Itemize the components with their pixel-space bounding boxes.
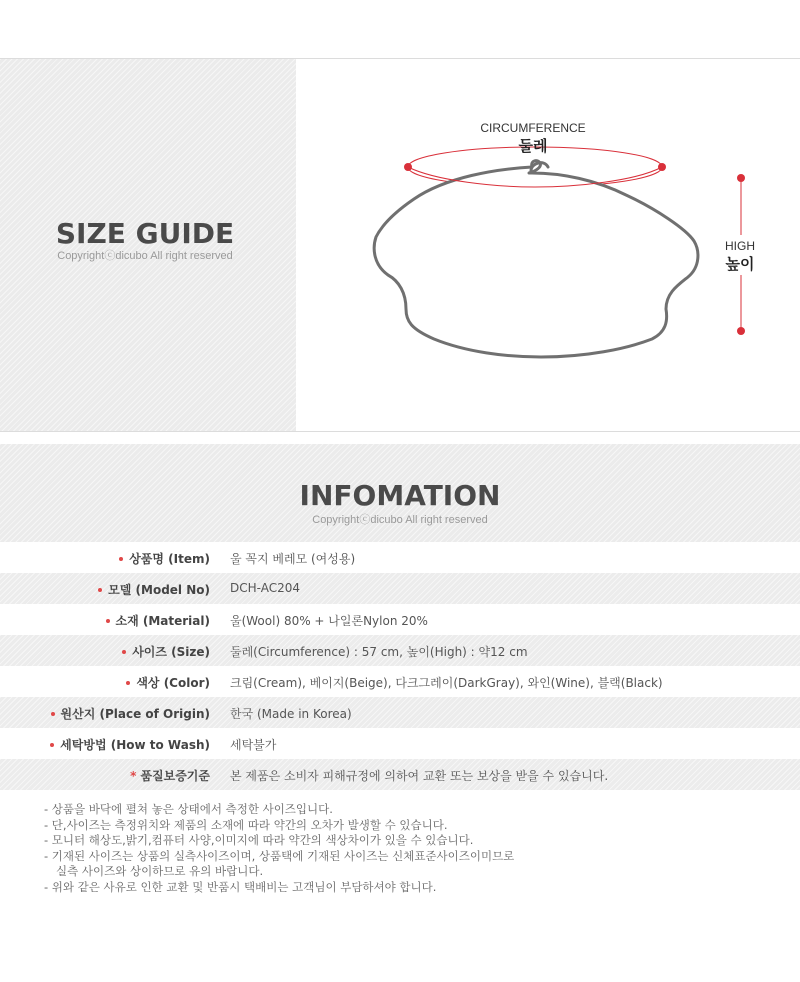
height-label: HIGH (725, 239, 755, 253)
row-value: 세탁불가 (230, 738, 277, 752)
table-row-color (0, 666, 800, 697)
row-value: 크림(Cream), 베이지(Beige), 다크그레이(DarkGray), 와인(Wine), 블랙(Black) (230, 676, 663, 690)
row-value: 울(Wool) 80% + 나일론Nylon 20% (230, 614, 428, 628)
table-row-item (0, 542, 800, 573)
bullet-dot-icon (106, 619, 110, 623)
circumference-left-dot (404, 163, 412, 171)
size-guide-copyright: Copyrightⓒdicubo All right reserved (57, 250, 233, 262)
beret-outline (374, 161, 698, 357)
bullet-dot-icon (51, 712, 55, 716)
size-guide-panel (0, 59, 296, 431)
bullet-dot-icon (122, 650, 126, 654)
row-value: 한국 (Made in Korea) (230, 707, 352, 721)
bullet-dot-icon (119, 557, 123, 561)
note-item: - 모니터 해상도,밝기,컴퓨터 사양,이미지에 따라 약간의 색상차이가 있을 수 있습니다. (44, 833, 474, 847)
table-row-model (0, 573, 800, 604)
information-copyright: Copyrightⓒdicubo All right reserved (312, 514, 488, 526)
height-top-dot (737, 174, 745, 182)
note-item: 실측 사이즈와 상이하므로 유의 바랍니다. (56, 864, 264, 878)
beret-diagram-panel (296, 59, 800, 431)
circumference-right-dot (658, 163, 666, 171)
circumference-label-ko: 둘레 (518, 137, 548, 155)
row-label: 상품명 (Item) (129, 552, 210, 566)
note-item: - 단,사이즈는 측정위치와 제품의 소재에 따라 약간의 오차가 발생할 수 있습니다. (44, 817, 448, 832)
table-row-size (0, 635, 800, 666)
bullet-dot-icon (98, 588, 102, 592)
row-label: 세탁방법 (How to Wash) (60, 738, 210, 752)
table-row-wash (0, 728, 800, 759)
row-value: DCH-AC204 (230, 581, 300, 595)
note-item: - 상품을 바닥에 펼쳐 놓은 상태에서 측정한 사이즈입니다. (44, 802, 333, 816)
size-guide-title: SIZE GUIDE (55, 217, 235, 250)
row-label: 사이즈 (Size) (132, 645, 210, 659)
table-row-origin (0, 697, 800, 728)
row-label: 모델 (Model No) (108, 583, 210, 597)
note-item: - 기재된 사이즈는 상품의 실측사이즈이며, 상품택에 기재된 사이즈는 신체표준사이즈이미므로 (44, 848, 515, 863)
notes-list (44, 802, 764, 895)
row-label: 소재 (Material) (115, 614, 210, 628)
asterisk-icon: * (130, 769, 137, 783)
row-label: 품질보증기준 (140, 769, 210, 783)
row-value: 둘레(Circumference) : 57 cm, 높이(High) : 약12 cm (230, 645, 528, 659)
bullet-dot-icon (50, 743, 54, 747)
bullet-dot-icon (126, 681, 130, 685)
table-row-material (0, 604, 800, 635)
height-bottom-dot (737, 327, 745, 335)
circumference-label: CIRCUMFERENCE (480, 121, 586, 135)
height-label-ko: 높이 (725, 255, 755, 273)
size-guide-section (0, 58, 800, 432)
row-value: 울 꼭지 베레모 (여성용) (230, 552, 356, 566)
row-label: 색상 (Color) (136, 676, 210, 690)
information-table (0, 542, 800, 790)
information-title: INFOMATION (299, 479, 501, 512)
row-value: 본 제품은 소비자 피해규정에 의하여 교환 또는 보상을 받을 수 있습니다. (230, 769, 609, 783)
row-label: 원산지 (Place of Origin) (60, 707, 210, 721)
information-header (0, 444, 800, 542)
note-item: - 위와 같은 사유로 인한 교환 및 반품시 택배비는 고객님이 부담하셔야 합니다. (44, 879, 437, 894)
table-row-warranty (0, 759, 800, 790)
